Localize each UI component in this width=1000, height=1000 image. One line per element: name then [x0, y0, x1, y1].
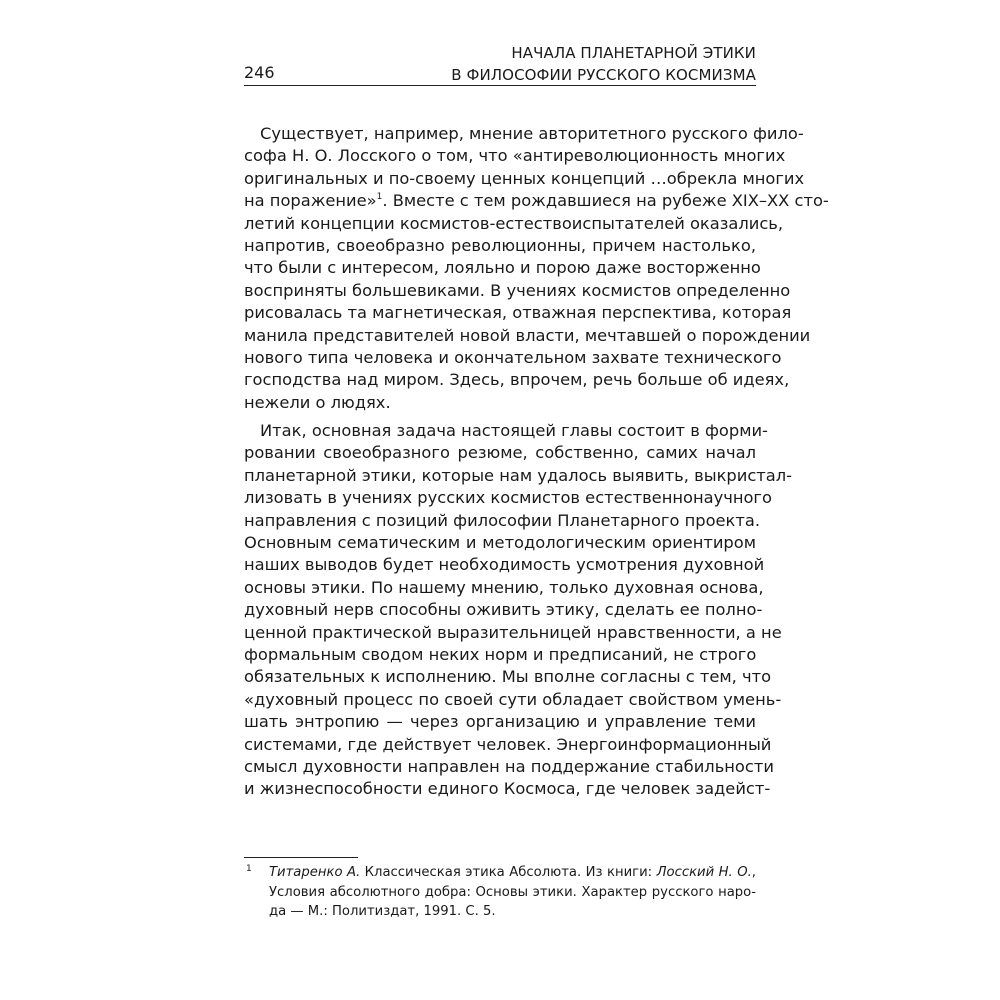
- text-line: и жизнеспособности единого Космоса, где человек задейст-: [244, 779, 771, 799]
- text-line: господства над миром. Здесь, впрочем, речь больше об идеях,: [244, 370, 790, 390]
- text-line: что были с интересом, лояльно и порою даже восторженно: [244, 258, 761, 278]
- paragraph-2: [244, 420, 793, 801]
- text-line: основы этики. По нашему мнению, только духовная основа,: [244, 577, 764, 597]
- footnote-line: да — М.: Политиздат, 1991. С. 5.: [269, 904, 496, 919]
- running-head: [451, 42, 756, 86]
- text-line: манила представителей новой власти, мечтавшей о порождении: [244, 325, 811, 345]
- text-fragment: ,: [751, 865, 756, 880]
- text-line: Основным сематическим и методологическим ориентиром: [244, 533, 756, 553]
- footnote-author: Титаренко А.: [269, 865, 361, 880]
- footnote-mark: 1: [246, 864, 252, 874]
- text-line: формальным сводом неких норм и предписаний, не строго: [244, 644, 757, 664]
- text-line: планетарной этики, которые нам удалось выявить, выкристал-: [244, 465, 793, 485]
- text-line: софа Н. О. Лосского о том, что «антиреволюционность многих: [244, 146, 786, 166]
- footnote-text: [269, 863, 756, 922]
- text-line: шать энтропию — через организацию и управление теми: [244, 712, 756, 732]
- text-line: «духовный процесс по своей сути обладает свойством умень-: [244, 689, 782, 709]
- text-fragment: на поражение»: [244, 191, 377, 211]
- text-line: ровании своеобразного резюме, собственно, самих начал: [244, 443, 756, 463]
- footnote-line: [269, 863, 756, 883]
- running-head-line: В ФИЛОСОФИИ РУССКОГО КОСМИЗМА: [451, 66, 756, 84]
- text-line: лизовать в учениях русских космистов естественнонаучного: [244, 488, 772, 508]
- text-line: оригинальных и по-своему ценных концепций …обрекла многих: [244, 168, 805, 188]
- footnote-author: Лосский Н. О.: [656, 865, 752, 880]
- text-line: рисовалась та магнетическая, отважная перспектива, которая: [244, 303, 792, 323]
- text-line: нежели о людях.: [244, 392, 391, 412]
- text-line: Итак, основная задача настоящей главы состоит в форми-: [260, 421, 768, 441]
- footnote-rule: [244, 857, 358, 858]
- text-fragment: Классическая этика Абсолюта. Из книги:: [360, 865, 657, 880]
- footnote-reference[interactable]: 1: [376, 192, 383, 203]
- text-line: напротив, своеобразно революционны, причем настолько,: [244, 235, 756, 255]
- text-line: летий концепции космистов-естествоиспытателей оказались,: [244, 213, 784, 233]
- body-text: [244, 123, 829, 801]
- text-line: направления с позиций философии Планетарного проекта.: [244, 510, 761, 530]
- text-line: духовный нерв способны оживить этику, сделать ее полно-: [244, 600, 763, 620]
- text-line: восприняты большевиками. В учениях космистов определенно: [244, 280, 791, 300]
- text-line: ценной практической выразительницей нравственности, а не: [244, 622, 782, 642]
- header-rule: [244, 85, 756, 86]
- page-header: [244, 42, 756, 84]
- text-line: Существует, например, мнение авторитетного русского фило-: [260, 124, 804, 143]
- text-line: [244, 190, 829, 212]
- paragraph-1: [244, 123, 829, 414]
- footnote-line: Условия абсолютного добра: Основы этики. Характер русского наро-: [269, 884, 756, 900]
- text-line: наших выводов будет необходимость усмотрения духовной: [244, 555, 765, 575]
- text-line: обязательных к исполнению. Мы вполне согласны с тем, что: [244, 667, 772, 687]
- text-line: системами, где действует человек. Энергоинформационный: [244, 734, 772, 754]
- text-line: смысл духовности направлен на поддержание стабильности: [244, 756, 774, 776]
- page-number: 246: [244, 63, 275, 82]
- text-line: нового типа человека и окончательном захвате технического: [244, 347, 782, 367]
- running-head-line: НАЧАЛА ПЛАНЕТАРНОЙ ЭТИКИ: [511, 44, 756, 62]
- text-fragment: . Вместе с тем рождавшиеся на рубеже XIX–XX сто-: [382, 191, 829, 211]
